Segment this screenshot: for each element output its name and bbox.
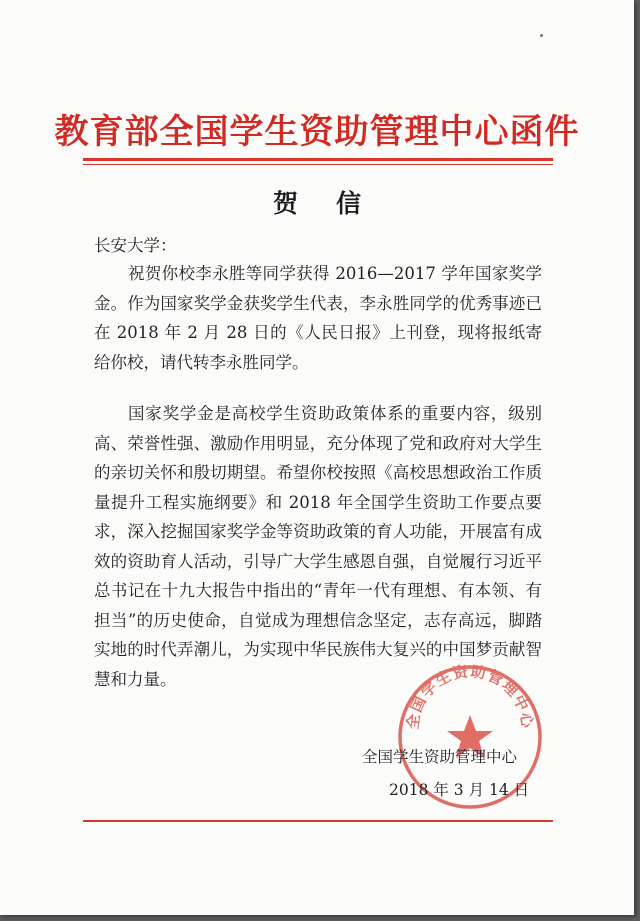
letterhead-rule-thick	[83, 158, 553, 161]
footer-rule	[83, 820, 553, 822]
document-title: 贺信	[272, 189, 399, 218]
signature-date: 2018 年 3 月 14 日	[389, 781, 530, 799]
salutation: 长安大学：	[94, 236, 177, 255]
paper-speck	[540, 34, 543, 37]
signature-organization: 全国学生资助管理中心	[362, 748, 518, 766]
body-paragraph-1: 祝贺你校李永胜等同学获得 2016—2017 学年国家奖学金。作为国家奖学金获奖学生代表，李永胜同学的优秀事迹已在 2018 年 2 月 28 日的《人民日报》上刊登，现将报纸寄给你校，请代转李永胜同学。	[94, 264, 542, 372]
seal-text: 全国学生资助管理中心	[403, 663, 537, 731]
letterhead-rule-thin	[83, 164, 553, 165]
letterhead-title: 教育部全国学生资助管理中心函件	[54, 112, 580, 152]
body-paragraph-2: 国家奖学金是高校学生资助政策体系的重要内容，级别高、荣誉性强、激励作用明显，充分体现了党和政府对大学生的亲切关怀和殷切期望。希望你校按照《高校思想政治工作质量提升工程实施纲要》和 2018 年全国学生资助工作要点要求，深入挖掘国家奖学金等资助政策的育人功能，开展富有成效的资助育人活动，引导广大学生感恩自强，自觉履行习近平总书记在十九大报告中指出的“青年一代有理想、有本领、有担当”的历史使命，自觉成为理想信念坚定，志存高远，脚踏实地的时代弄潮儿，为实现中华民族伟大复兴的中国梦贡献智慧和力量。	[94, 404, 542, 689]
